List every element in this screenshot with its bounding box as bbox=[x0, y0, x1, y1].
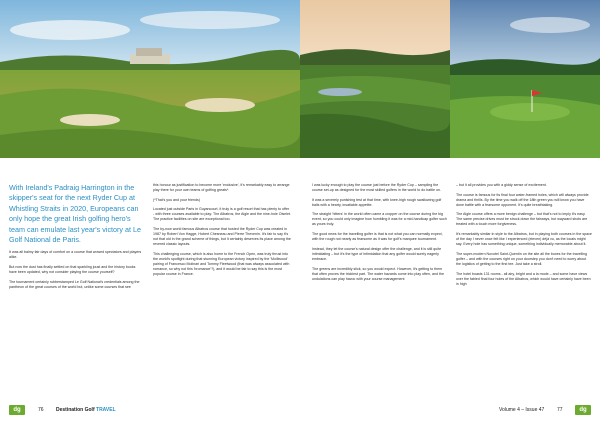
paragraph: Located just outside Paris in Guyancourt, it truly is a golf resort that has plenty to offer - with three courses available to play: The Albatros, the Aigle and the nine-hole Oiselet. The practice facilities on site are exceptional too. bbox=[153, 207, 291, 222]
page-footer bbox=[0, 405, 600, 417]
paragraph: Instead, they let the course's natural design offer the challenge, and it is still quite intimidating – but it's the type of intimidation that any golfer would surely eagerly embrace. bbox=[312, 246, 442, 261]
logo-badge-left: dg bbox=[9, 405, 25, 415]
paragraph: I was lucky enough to play the course just before the Ryder Cup – sampling the course set-up as designed for the most skilled golfers in the world to do battle on. bbox=[312, 183, 442, 193]
paragraph: It was all balmy fair days of comfort on a course that wowed spectators and players alike. bbox=[9, 250, 142, 260]
paragraph: The course is famous for its final four water-framed holes, which will always provide drama and thrills. By the time you walk off the 18th green you will know you have done battle with a fearsome opponent. It's quite breathtaking. bbox=[456, 192, 589, 207]
paragraph: But now the dust has finally settled on that sparkling joust and the history books have been updated, why not consider playing the course yourself? bbox=[9, 265, 136, 275]
photo-golf-course-clubhouse bbox=[0, 0, 300, 158]
paragraph: The Aigle course offers a more benign challenge – but that's not to imply it's easy. The same precise drives must be struck down the fairways, but wayward shots are treated with a touch more forgiveness. bbox=[456, 212, 588, 227]
column-2 bbox=[153, 183, 291, 282]
photo-golf-green-flag bbox=[450, 0, 600, 158]
paragraph: (*That's you and your friends) bbox=[153, 197, 201, 202]
photo-strip bbox=[0, 0, 600, 158]
paragraph: The greens are incredibly slick, so you would expect. However, it's getting to them that often proves the trickiest part. The water hazards come into play often, and the undulations can play havoc with your course management bbox=[312, 266, 444, 281]
paragraph: It was a severely punishing test at that time, with knee-high rough swallowing golf balls with a hearty, insatiable appetite. bbox=[312, 197, 442, 207]
paragraph: – but it all provides you with a giddy sense of excitement. bbox=[456, 183, 547, 187]
paragraph: this honour as justification to become more 'exclusive', it's remarkably easy to arrange play there for your own teams of golfing greats*. bbox=[153, 183, 290, 193]
lead-paragraph: With Ireland's Padraig Harrington in the skipper's seat for the next Ryder Cup at Whistling Straits in 2020, Europeans can only hope the great Irish golfing hero's team can emulate last year's victory at Le Golf National de Paris. bbox=[9, 183, 142, 245]
page-number-left: 76 bbox=[38, 407, 44, 413]
publication-name bbox=[56, 407, 116, 413]
publication-accent: TRAVEL bbox=[96, 407, 116, 413]
publication-title: Destination Golf bbox=[56, 407, 95, 413]
paragraph: The super-modern Novotel Saint-Quentin on the site all the boxes for the travelling golfer – and with the courses right on your doorstep you don't need to worry about the logistics of getting to the first tee. Just take a stroll. bbox=[456, 251, 588, 266]
column-4 bbox=[456, 183, 592, 291]
volume-issue: Volume 4 – Issue 47 bbox=[499, 407, 545, 413]
column-3 bbox=[312, 183, 448, 286]
paragraph: This challenging course, which is also home to the French Open, was truly thrust into the world's spotlight during that stunning European victory inspired by the 'Molliwood' pairing of Francesco Molinari and Tommy Fleetwood (that was always associated with romance, so why not this 'bromance'?), and it would be fair to say this is the most popular course in France. bbox=[153, 251, 290, 277]
page-number-right: 77 bbox=[557, 407, 563, 413]
paragraph: The hotel boasts 131 rooms - all airy, bright and a la mode – and some have views over the fabled final four holes of the Albatros, which would have certainly have been in high bbox=[456, 271, 591, 286]
column-1 bbox=[9, 183, 144, 294]
paragraph: The good news for the travelling golfer is that is not what you can normally expect, with the rough not nearly as fearsome as it was for golf's marquee tournament. bbox=[312, 232, 443, 242]
logo-badge-right: dg bbox=[575, 405, 591, 415]
photo-golf-hole-lake bbox=[300, 0, 450, 158]
paragraph: The by-now world famous Albatros course that hosted the Ryder Cup was created in 1987 by Robert Von Hagge, Hubert Chesneau and Pierre Thevenin. It's fair to say it's not that old in the grand scheme of things, but it certainly deserves its place among the revered classic layouts. bbox=[153, 227, 291, 247]
paragraph: It's remarkably similar in style to the Albatros, but in playing both courses in the space of the day I never once felt like I experienced (eleven) déjà vu, as the locals might say. Every hole has something unique, something individually memorable about it. bbox=[456, 232, 592, 247]
paragraph: The straight 'hitters' in the world often came a cropper on the course during the big event, so you could only imagine how humbling it was for a mid-handicap golfer such as yours truly. bbox=[312, 212, 447, 227]
paragraph: The tournament certainly rubberstamped Le Golf National's credentials among the pantheon of the great courses of the world but, unlike some courses that see bbox=[9, 279, 140, 289]
